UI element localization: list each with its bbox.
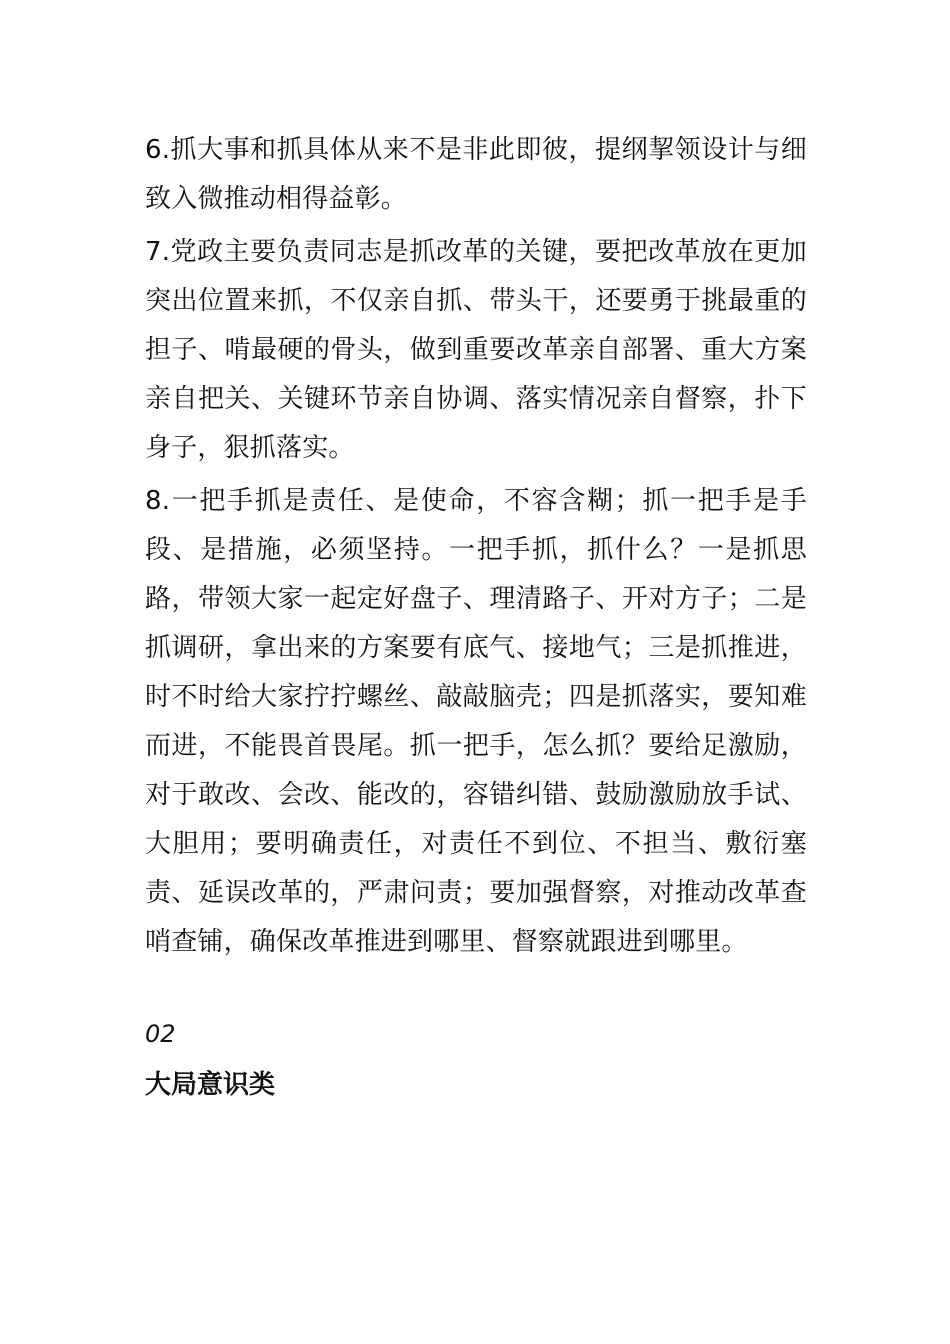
section-title: 大局意识类	[145, 1070, 276, 1100]
paragraph-7: 7.党政主要负责同志是抓改革的关键，要把改革放在更加突出位置来抓，不仅亲自抓、带头干，还要勇于挑最重的担子、啃最硬的骨头，做到重要改革亲自部署、重大方案亲自把关、关键环节亲自协调、落实情况亲自督察，扑下身子，狠抓落实。	[145, 237, 807, 463]
document-content	[145, 126, 807, 1109]
section-number: 02	[145, 1020, 176, 1048]
paragraph-8: 8.一把手抓是责任、是使命，不容含糊；抓一把手是手段、是措施，必须坚持。一把手抓，抓什么？一是抓思路，带领大家一起定好盘子、理清路子、开对方子；二是抓调研，拿出来的方案要有底气、接地气；三是抓推进，时不时给大家拧拧螺丝、敲敲脑壳；四是抓落实，要知难而进，不能畏首畏尾。抓一把手，怎么抓？要给足激励，对于敢改、会改、能改的，容错纠错、鼓励激励放手试、大胆用；要明确责任，对责任不到位、不担当、敷衍塞责、延误改革的，严肃问责；要加强督察，对推动改革查哨查铺，确保改革推进到哪里、督察就跟进到哪里。	[145, 486, 807, 957]
paragraph-6: 6.抓大事和抓具体从来不是非此即彼，提纲挈领设计与细致入微推动相得益彰。	[145, 135, 807, 214]
